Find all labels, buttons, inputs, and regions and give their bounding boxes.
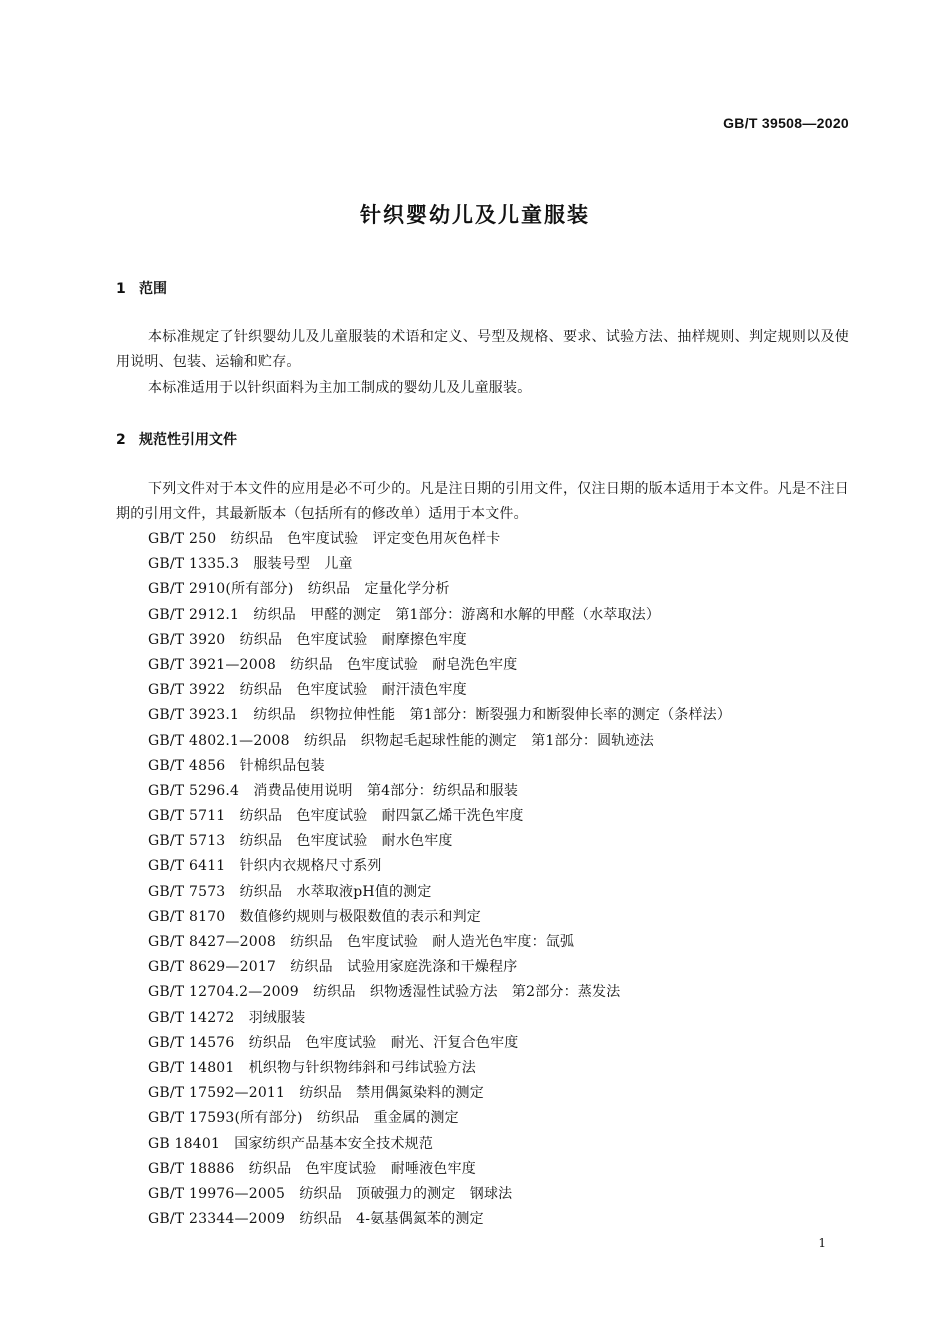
reference-item: GB/T 18886 纺织品 色牢度试验 耐唾液色牢度 <box>148 1160 476 1177</box>
reference-item: GB/T 14576 纺织品 色牢度试验 耐光、汗复合色牢度 <box>148 1034 519 1051</box>
reference-item: GB/T 5711 纺织品 色牢度试验 耐四氯乙烯干洗色牢度 <box>148 808 524 825</box>
section-2-heading <box>116 429 237 449</box>
page-number: 1 <box>818 1236 826 1250</box>
reference-item: GB/T 8629—2017 纺织品 试验用家庭洗涤和干燥程序 <box>148 959 518 976</box>
reference-item: GB/T 2912.1 纺织品 甲醛的测定 第1部分：游离和水解的甲醛（水萃取法） <box>148 606 661 623</box>
reference-item: GB/T 14801 机织物与针织物纬斜和弓纬试验方法 <box>148 1059 476 1076</box>
reference-item: GB/T 4802.1—2008 纺织品 织物起毛起球性能的测定 第1部分：圆轨迹法 <box>148 732 654 749</box>
reference-item: GB/T 17592—2011 纺织品 禁用偶氮染料的测定 <box>148 1085 484 1102</box>
reference-item: GB/T 250 纺织品 色牢度试验 评定变色用灰色样卡 <box>148 531 501 547</box>
reference-item: GB/T 3923.1 纺织品 织物拉伸性能 第1部分：断裂强力和断裂伸长率的测定（条样法） <box>148 707 732 724</box>
reference-item: GB/T 12704.2—2009 纺织品 织物透湿性试验方法 第2部分：蒸发法 <box>148 984 621 1001</box>
reference-item: GB/T 5296.4 消费品使用说明 第4部分：纺织品和服装 <box>148 782 519 799</box>
reference-item: GB/T 2910(所有部分) 纺织品 定量化学分析 <box>148 581 450 598</box>
section-number: 2 <box>116 432 126 448</box>
reference-item: GB 18401 国家纺织产品基本安全技术规范 <box>148 1135 434 1152</box>
reference-item: GB/T 17593(所有部分) 纺织品 重金属的测定 <box>148 1110 459 1127</box>
reference-item: GB/T 4856 针棉织品包装 <box>148 757 325 774</box>
document-title: 针织婴幼儿及儿童服装 <box>360 203 590 227</box>
reference-item: GB/T 8427—2008 纺织品 色牢度试验 耐人造光色牢度：氙弧 <box>148 934 575 950</box>
reference-item: GB/T 3921—2008 纺织品 色牢度试验 耐皂洗色牢度 <box>148 656 518 673</box>
section-title: 范围 <box>139 281 167 297</box>
section-1-heading <box>116 278 167 298</box>
reference-item: GB/T 5713 纺织品 色牢度试验 耐水色牢度 <box>148 833 453 850</box>
reference-item: GB/T 1335.3 服装号型 儿童 <box>148 556 353 573</box>
paragraph: 本标准适用于以针织面料为主加工制成的婴幼儿及儿童服装。 <box>148 380 532 396</box>
reference-list <box>148 527 731 1232</box>
standard-number: GB/T 39508—2020 <box>723 115 849 131</box>
reference-item: GB/T 14272 羽绒服装 <box>148 1009 306 1026</box>
reference-item: GB/T 3920 纺织品 色牢度试验 耐摩擦色牢度 <box>148 631 467 648</box>
reference-item: GB/T 23344—2009 纺织品 4-氨基偶氮苯的测定 <box>148 1211 484 1228</box>
paragraph: 本标准规定了针织婴幼儿及儿童服装的术语和定义、号型及规格、要求、试验方法、抽样规则、判定规则以及使用说明、包装、运输和贮存。 <box>116 329 849 370</box>
reference-item: GB/T 7573 纺织品 水萃取液pH值的测定 <box>148 883 432 900</box>
section-number: 1 <box>116 281 126 297</box>
section-title: 规范性引用文件 <box>139 432 237 448</box>
reference-item: GB/T 8170 数值修约规则与极限数值的表示和判定 <box>148 908 482 925</box>
reference-item: GB/T 6411 针织内衣规格尺寸系列 <box>148 858 382 875</box>
reference-item: GB/T 3922 纺织品 色牢度试验 耐汗渍色牢度 <box>148 682 467 699</box>
paragraph: 下列文件对于本文件的应用是必不可少的。凡是注日期的引用文件，仅注日期的版本适用于本文件。凡是不注日期的引用文件，其最新版本（包括所有的修改单）适用于本文件。 <box>116 481 849 522</box>
reference-item: GB/T 19976—2005 纺织品 顶破强力的测定 钢球法 <box>148 1185 513 1202</box>
